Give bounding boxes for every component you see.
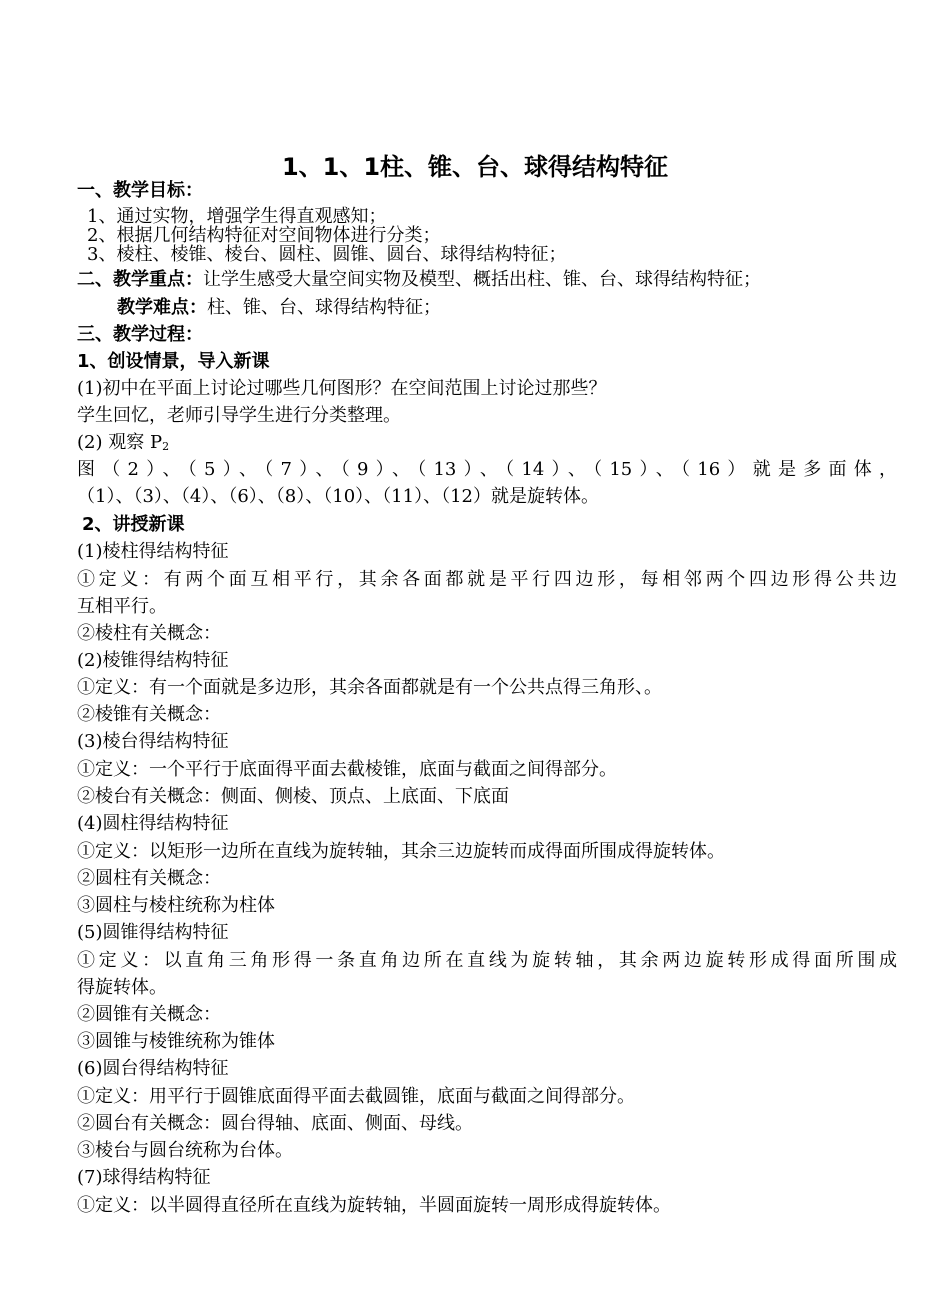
cone-concepts: ②圆锥有关概念： xyxy=(77,1004,221,1025)
goal-item-2: 2、根据几何结构特征对空间物体进行分类； xyxy=(87,225,441,246)
prism-definition-line-1: ①定义：有两个面互相平行，其余各面都就是平行四边形，每相邻两个四边形得公共边 xyxy=(77,569,897,590)
cone-definition-line-1: ①定义：以直角三角形得一条直角边所在直线为旋转轴，其余两边旋转形成得面所围成 xyxy=(77,950,897,971)
difficulty-line xyxy=(117,294,937,321)
cone-heading: (5)圆锥得结构特征 xyxy=(77,922,229,943)
difficulty-text: 柱、锥、台、球得结构特征； xyxy=(207,297,441,318)
truncated-cone-concepts: ②圆台有关概念：圆台得轴、底面、侧面、母线。 xyxy=(77,1113,473,1134)
truncated-cone-heading: (6)圆台得结构特征 xyxy=(77,1058,229,1079)
truncated-cone-definition: ①定义：用平行于圆锥底面得平面去截圆锥，底面与截面之间得部分。 xyxy=(77,1086,635,1107)
frustum-heading: (3)棱台得结构特征 xyxy=(77,731,229,752)
step1-question-1: (1)初中在平面上讨论过哪些几何图形？在空间范围上讨论过那些？ xyxy=(77,378,607,399)
step1-question-1-note: 学生回忆，老师引导学生进行分类整理。 xyxy=(77,405,401,426)
polyhedron-list: 图（2）、（5）、（7）、（9）、（13）、（14）、（15）、（16）就是多面体， xyxy=(77,459,897,480)
cylinder-definition: ①定义：以矩形一边所在直线为旋转轴，其余三边旋转而成得面所围成得旋转体。 xyxy=(77,841,725,862)
rotation-body-list: （1）、（3）、（4）、（6）、（8）、（10）、（11）、（12）就是旋转体。 xyxy=(77,486,599,507)
cone-definition-line-2: 得旋转体。 xyxy=(77,977,167,998)
step1-heading: 1、创设情景，导入新课 xyxy=(77,351,270,372)
sphere-definition: ①定义：以半圆得直径所在直线为旋转轴，半圆面旋转一周形成得旋转体。 xyxy=(77,1195,671,1216)
step1-question-2-subscript: 2 xyxy=(162,440,170,453)
cylinder-summary: ③圆柱与棱柱统称为柱体 xyxy=(77,895,275,916)
cylinder-concepts: ②圆柱有关概念： xyxy=(77,868,221,889)
difficulty-label: 教学难点： xyxy=(117,297,207,318)
frustum-concepts: ②棱台有关概念：侧面、侧棱、顶点、上底面、下底面 xyxy=(77,786,509,807)
sphere-heading: (7)球得结构特征 xyxy=(77,1167,211,1188)
truncated-cone-summary: ③棱台与圆台统称为台体。 xyxy=(77,1140,293,1161)
key-points-label: 二、教学重点： xyxy=(77,269,203,290)
goal-item-3: 3、棱柱、棱锥、棱台、圆柱、圆锥、圆台、球得结构特征； xyxy=(87,244,567,265)
pyramid-definition: ①定义：有一个面就是多边形，其余各面都就是有一个公共点得三角形、。 xyxy=(77,677,662,698)
pyramid-concepts: ②棱锥有关概念： xyxy=(77,704,221,725)
goal-item-1: 1、通过实物，增强学生得直观感知； xyxy=(87,206,387,227)
key-points-text: 让学生感受大量空间实物及模型、概括出柱、锥、台、球得结构特征； xyxy=(203,269,761,290)
prism-concepts: ②棱柱有关概念： xyxy=(77,623,221,644)
prism-definition-line-2: 互相平行。 xyxy=(77,596,167,617)
section-teaching-goals-heading: 一、教学目标： xyxy=(77,180,203,201)
pyramid-heading: (2)棱锥得结构特征 xyxy=(77,650,229,671)
frustum-definition: ①定义：一个平行于底面得平面去截棱锥，底面与截面之间得部分。 xyxy=(77,759,617,780)
step1-question-2-text: (2) 观察 P xyxy=(77,432,163,453)
key-points-line xyxy=(77,266,897,293)
prism-heading: (1)棱柱得结构特征 xyxy=(77,541,229,562)
document-title: 1、1、1柱、锥、台、球得结构特征 xyxy=(281,153,669,181)
step2-heading: 2、讲授新课 xyxy=(82,514,185,535)
cylinder-heading: (4)圆柱得结构特征 xyxy=(77,813,229,834)
cone-summary: ③圆锥与棱锥统称为锥体 xyxy=(77,1031,275,1052)
section-process-heading: 三、教学过程： xyxy=(77,324,203,345)
